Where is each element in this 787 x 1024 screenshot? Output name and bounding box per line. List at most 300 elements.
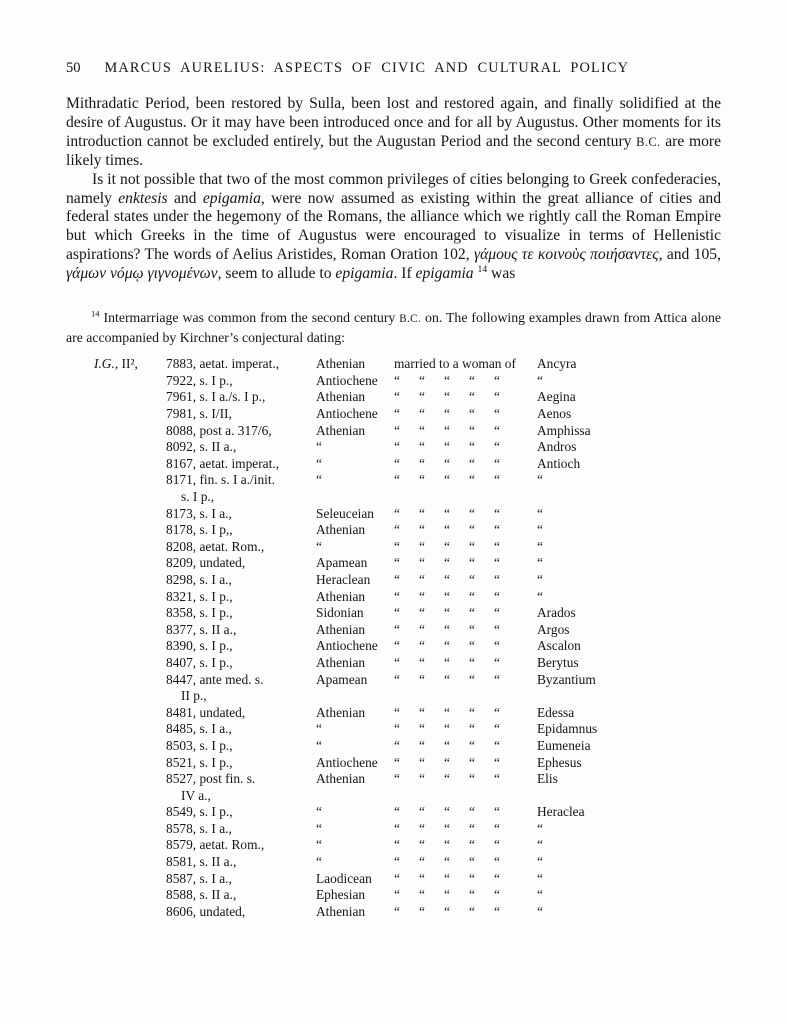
- ditto-mark: “: [469, 737, 475, 753]
- ditto-mark: “: [394, 538, 400, 554]
- text-segment: Mithradatic Period, been restored by Sulla, been lost and restored again, and finally solidified at the desire of Augustus. Or it may have been introduced once and for all by Augustus. Other moments for its introduction cannot be excluded entirely, but the Augustan Period and the second century: [66, 95, 721, 150]
- wife-city: “: [537, 837, 543, 853]
- ditto-mark: “: [394, 406, 400, 422]
- ditto-mark: “: [469, 571, 475, 587]
- ditto-mark: “: [419, 837, 425, 853]
- ditto-mark: “: [469, 555, 475, 571]
- ditto-mark: “: [444, 854, 450, 870]
- table-row: [94, 655, 721, 672]
- ditto-mark: “: [469, 621, 475, 637]
- inscription-ref: 7961, s. I a./s. I p.,: [166, 389, 266, 405]
- ditto-mark: “: [394, 389, 400, 405]
- husband-ethnic: Athenian: [316, 588, 366, 604]
- footnote-marker: 14: [91, 308, 100, 319]
- ditto-mark: “: [444, 771, 450, 787]
- ditto-mark: “: [469, 372, 475, 388]
- text-segment: on. The following examples drawn from Attica alone are accompanied by Kirchner’s conjectural dating:: [66, 310, 721, 345]
- ditto-mark: “: [394, 854, 400, 870]
- ditto-mark: “: [494, 605, 500, 621]
- table-row: [94, 672, 721, 705]
- husband-ethnic: Ephesian: [316, 887, 366, 903]
- ditto-mark: “: [469, 804, 475, 820]
- inscription-ref: 8579, aetat. Rom.,: [166, 837, 265, 853]
- ditto-mark: “: [494, 571, 500, 587]
- inscription-ref: 8377, s. II a.,: [166, 621, 237, 637]
- table-row: [94, 389, 721, 406]
- ditto-mark: “: [419, 406, 425, 422]
- ditto-mark: “: [469, 903, 475, 919]
- husband-ethnic: Athenian: [316, 704, 366, 720]
- wife-city: “: [537, 588, 543, 604]
- ditto-mark: “: [494, 389, 500, 405]
- ditto-mark: “: [494, 588, 500, 604]
- ditto-mark: “: [419, 439, 425, 455]
- wife-city: Antioch: [537, 455, 581, 471]
- ditto-mark: “: [494, 754, 500, 770]
- wife-city: “: [537, 870, 543, 886]
- ditto-mark: “: [394, 754, 400, 770]
- husband-ethnic: Athenian: [316, 422, 366, 438]
- ditto-mark: “: [469, 887, 475, 903]
- ditto-mark: “: [419, 854, 425, 870]
- text-segment: , and 105,: [658, 246, 721, 264]
- text-segment: . If: [393, 265, 416, 283]
- inscription-ref: 8549, s. I p.,: [166, 804, 233, 820]
- husband-ethnic: “: [316, 837, 322, 853]
- ditto-mark: “: [494, 406, 500, 422]
- ditto-mark: “: [494, 522, 500, 538]
- ditto-mark: “: [444, 654, 450, 670]
- ditto-mark: “: [494, 455, 500, 471]
- running-title: MARCUS AURELIUS: ASPECTS OF CIVIC AND CULTURAL POLICY: [104, 60, 630, 76]
- table-row: [94, 871, 721, 888]
- ditto-mark: “: [444, 455, 450, 471]
- table-row: [94, 456, 721, 473]
- ditto-mark: “: [469, 538, 475, 554]
- inscription-ref: 8321, s. I p.,: [166, 588, 233, 604]
- table-row: [94, 804, 721, 821]
- ditto-mark: “: [394, 455, 400, 471]
- ditto-mark: “: [494, 372, 500, 388]
- inscription-ref: 8521, s. I p.,: [166, 754, 233, 770]
- text-segment: B.C.: [399, 313, 422, 326]
- text-segment: enktesis: [118, 189, 168, 207]
- inscription-ref: 8588, s. II a.,: [166, 887, 237, 903]
- husband-ethnic: “: [316, 854, 322, 870]
- husband-ethnic: Athenian: [316, 356, 366, 372]
- text-segment: , seem to allude to: [217, 265, 336, 283]
- inscription-ref: 7922, s. I p.,: [166, 372, 233, 388]
- ditto-mark: “: [444, 422, 450, 438]
- text-segment: epigamia: [335, 265, 394, 283]
- ditto-mark: “: [419, 804, 425, 820]
- ditto-mark: “: [394, 887, 400, 903]
- wife-city: Byzantium: [537, 671, 596, 687]
- husband-ethnic: “: [316, 820, 322, 836]
- ditto-mark: “: [494, 737, 500, 753]
- table-row: [94, 738, 721, 755]
- text-segment: B.C.: [636, 134, 661, 149]
- ditto-mark: “: [419, 522, 425, 538]
- paragraph-1: [66, 95, 721, 171]
- ditto-mark: “: [494, 804, 500, 820]
- ditto-mark: “: [494, 654, 500, 670]
- text-segment: , were now assumed as existing within the great alliance of cities and federal states under the hegemony of the Romans, the alliance which we rightly call the Roman Empire but which Greeks in the time of Augustus were encouraged to visualize in terms of Hellenistic aspirations? The words of Aelius Aristides, Roman Oration 102,: [66, 189, 722, 264]
- wife-city: Ephesus: [537, 754, 582, 770]
- wife-city: “: [537, 903, 543, 919]
- inscription-ref-continuation: s. I p.,: [181, 489, 215, 504]
- ditto-mark: “: [444, 754, 450, 770]
- table-row: [94, 705, 721, 722]
- inscription-ref: 8390, s. I p.,: [166, 638, 233, 654]
- ditto-mark: “: [444, 903, 450, 919]
- ditto-mark: “: [419, 638, 425, 654]
- ditto-mark: “: [494, 555, 500, 571]
- ditto-mark: “: [394, 522, 400, 538]
- inscription-ref: 8447, ante med. s. II p.,: [94, 672, 316, 705]
- ditto-mark: “: [419, 505, 425, 521]
- text-segment: γάμων νόμῳ γιγνομένων: [66, 265, 218, 283]
- inscription-ref: 7981, s. I/II,: [166, 406, 232, 422]
- ditto-mark: “: [469, 389, 475, 405]
- wife-city: “: [537, 820, 543, 836]
- inscription-ref: I.G., II², 7883, aetat. imperat.,: [94, 356, 280, 372]
- ditto-mark: “: [394, 638, 400, 654]
- wife-city: Aegina: [537, 389, 576, 405]
- inscription-ref: 8178, s. I p,,: [166, 522, 233, 538]
- table-row: [94, 423, 721, 440]
- ditto-mark: “: [419, 903, 425, 919]
- ditto-mark: “: [444, 638, 450, 654]
- wife-city: Epidamnus: [537, 721, 598, 737]
- ditto-mark: “: [419, 555, 425, 571]
- ditto-mark: “: [444, 439, 450, 455]
- ditto-mark: “: [494, 903, 500, 919]
- footnote-marker: 14: [477, 263, 488, 275]
- table-row: [94, 755, 721, 772]
- ditto-mark: “: [469, 472, 475, 488]
- footnote-intro: [66, 309, 721, 347]
- ditto-mark: “: [444, 372, 450, 388]
- ditto-mark: “: [394, 422, 400, 438]
- wife-city: Ascalon: [537, 638, 581, 654]
- wife-city: Ancyra: [537, 356, 577, 372]
- ditto-mark: “: [494, 538, 500, 554]
- text-segment: γάμους τε κοινοὺς ποιήσαντες: [473, 246, 659, 264]
- ig-abbreviation: I.G.: [94, 356, 115, 372]
- ditto-mark: “: [469, 638, 475, 654]
- inscription-ref: 8527, post fin. s. IV a.,: [94, 771, 316, 804]
- table-row: [94, 721, 721, 738]
- text-segment: Intermarriage was common from the second century: [99, 310, 400, 326]
- inscription-ref: 8581, s. II a.,: [166, 854, 237, 870]
- husband-ethnic: “: [316, 455, 322, 471]
- husband-ethnic: “: [316, 721, 322, 737]
- ditto-mark: “: [444, 588, 450, 604]
- husband-ethnic: Laodicean: [316, 870, 372, 886]
- table-row: [94, 638, 721, 655]
- wife-city: Heraclea: [537, 804, 585, 820]
- ditto-mark: “: [494, 820, 500, 836]
- paragraph-2: [66, 171, 721, 284]
- husband-ethnic: Athenian: [316, 654, 366, 670]
- ditto-mark: “: [494, 870, 500, 886]
- wife-city: “: [537, 555, 543, 571]
- ditto-mark: “: [494, 638, 500, 654]
- table-row: [94, 771, 721, 804]
- husband-ethnic: Athenian: [316, 903, 366, 919]
- ditto-mark: “: [419, 654, 425, 670]
- husband-ethnic: Heraclean: [316, 571, 371, 587]
- ditto-mark: “: [469, 406, 475, 422]
- ditto-mark: “: [494, 472, 500, 488]
- ditto-mark: “: [394, 571, 400, 587]
- husband-ethnic: Antiochene: [316, 406, 378, 422]
- table-row: [94, 589, 721, 606]
- ditto-mark: “: [444, 870, 450, 886]
- body-text: [66, 95, 721, 284]
- ditto-mark: “: [394, 372, 400, 388]
- husband-ethnic: Athenian: [316, 771, 366, 787]
- ditto-mark: “: [494, 439, 500, 455]
- ditto-mark: “: [419, 671, 425, 687]
- ditto-mark: “: [394, 771, 400, 787]
- ditto-mark: “: [394, 555, 400, 571]
- table-row: [94, 605, 721, 622]
- inscription-ref: 8088, post a. 317/6,: [166, 422, 272, 438]
- text-segment: epigamia: [202, 189, 261, 207]
- ditto-mark: “: [419, 571, 425, 587]
- ditto-mark: “: [419, 372, 425, 388]
- text-segment: Is it not possible that two of the most common privileges of cities belonging to Greek confederacies, namely: [66, 170, 721, 207]
- ditto-mark: “: [419, 737, 425, 753]
- ditto-mark: “: [469, 522, 475, 538]
- ditto-mark: “: [419, 621, 425, 637]
- text-segment: are more likely times.: [66, 132, 721, 169]
- inscription-ref: 8485, s. I a.,: [166, 721, 232, 737]
- inscription-ref: 8578, s. I a.,: [166, 820, 232, 836]
- wife-city: Arados: [537, 605, 576, 621]
- inscription-ref-continuation: II p.,: [181, 688, 207, 704]
- table-row: [94, 821, 721, 838]
- ditto-mark: “: [394, 903, 400, 919]
- ditto-mark: “: [394, 588, 400, 604]
- ditto-mark: “: [419, 820, 425, 836]
- ditto-mark: “: [394, 439, 400, 455]
- ig-inscription-table: [94, 356, 721, 920]
- ditto-mark: “: [469, 605, 475, 621]
- husband-ethnic: Seleuceian: [316, 505, 374, 521]
- table-row: [94, 406, 721, 423]
- ditto-mark: “: [444, 737, 450, 753]
- husband-ethnic: Athenian: [316, 389, 366, 405]
- husband-ethnic: Antiochene: [316, 638, 378, 654]
- ditto-mark: “: [444, 820, 450, 836]
- ditto-mark: “: [494, 704, 500, 720]
- ditto-mark: “: [419, 887, 425, 903]
- ditto-mark: “: [494, 887, 500, 903]
- wife-city: Argos: [537, 621, 570, 637]
- ditto-mark: “: [444, 721, 450, 737]
- ditto-mark: “: [444, 555, 450, 571]
- ditto-mark: “: [419, 538, 425, 554]
- ditto-mark: “: [469, 505, 475, 521]
- text-segment: and: [167, 189, 203, 207]
- inscription-ref: 8358, s. I p.,: [166, 605, 233, 621]
- ditto-mark: “: [444, 522, 450, 538]
- married-phrase: married to a woman of: [394, 356, 516, 372]
- inscription-ref-continuation: IV a.,: [181, 787, 211, 803]
- ditto-mark: “: [469, 704, 475, 720]
- wife-city: “: [537, 472, 543, 488]
- ditto-mark: “: [494, 771, 500, 787]
- ditto-mark: “: [419, 704, 425, 720]
- ditto-mark: “: [394, 605, 400, 621]
- ditto-mark: “: [419, 588, 425, 604]
- ditto-mark: “: [394, 837, 400, 853]
- wife-city: “: [537, 887, 543, 903]
- inscription-ref: 8481, undated,: [166, 704, 246, 720]
- ditto-mark: “: [444, 671, 450, 687]
- ditto-mark: “: [469, 820, 475, 836]
- ditto-mark: “: [444, 605, 450, 621]
- ditto-mark: “: [469, 671, 475, 687]
- ditto-mark: “: [394, 820, 400, 836]
- ditto-mark: “: [444, 804, 450, 820]
- ditto-mark: “: [444, 538, 450, 554]
- ditto-mark: “: [394, 704, 400, 720]
- text-segment: was: [487, 265, 516, 283]
- ditto-mark: “: [394, 505, 400, 521]
- ditto-mark: “: [419, 455, 425, 471]
- husband-ethnic: Sidonian: [316, 605, 364, 621]
- husband-ethnic: Apamean: [316, 671, 368, 687]
- wife-city: “: [537, 505, 543, 521]
- table-row: [94, 472, 721, 505]
- ditto-mark: “: [394, 472, 400, 488]
- ditto-mark: “: [469, 654, 475, 670]
- inscription-ref: 8171, fin. s. I a./init. s. I p.,: [94, 472, 316, 505]
- husband-ethnic: “: [316, 439, 322, 455]
- ditto-mark: “: [394, 804, 400, 820]
- wife-city: “: [537, 372, 543, 388]
- ditto-mark: “: [394, 654, 400, 670]
- husband-ethnic: Apamean: [316, 555, 368, 571]
- inscription-ref: 8208, aetat. Rom.,: [166, 538, 265, 554]
- ditto-mark: “: [444, 472, 450, 488]
- inscription-ref: 8298, s. I a.,: [166, 571, 232, 587]
- ditto-mark: “: [419, 771, 425, 787]
- ditto-mark: “: [469, 870, 475, 886]
- ditto-mark: “: [469, 439, 475, 455]
- ditto-mark: “: [444, 389, 450, 405]
- husband-ethnic: “: [316, 804, 322, 820]
- wife-city: “: [537, 854, 543, 870]
- husband-ethnic: “: [316, 538, 322, 554]
- table-row: [94, 439, 721, 456]
- ditto-mark: “: [419, 472, 425, 488]
- ig-citation-prefix: I.G., II²,: [94, 356, 138, 372]
- table-row: [94, 854, 721, 871]
- ditto-mark: “: [444, 621, 450, 637]
- table-row: [94, 506, 721, 523]
- ditto-mark: “: [494, 621, 500, 637]
- table-row: [94, 904, 721, 921]
- ditto-mark: “: [469, 588, 475, 604]
- ditto-mark: “: [444, 505, 450, 521]
- husband-ethnic: Athenian: [316, 522, 366, 538]
- table-row: [94, 572, 721, 589]
- footnote-14: [66, 309, 721, 920]
- table-row: [94, 522, 721, 539]
- husband-ethnic: “: [316, 472, 322, 488]
- wife-city: Andros: [537, 439, 577, 455]
- ditto-mark: “: [394, 721, 400, 737]
- husband-ethnic: “: [316, 737, 322, 753]
- ditto-mark: “: [394, 621, 400, 637]
- wife-city: Eumeneia: [537, 737, 591, 753]
- wife-city: Amphissa: [537, 422, 591, 438]
- ditto-mark: “: [419, 605, 425, 621]
- ditto-mark: “: [469, 837, 475, 853]
- wife-city: “: [537, 522, 543, 538]
- inscription-ref: 8173, s. I a.,: [166, 505, 232, 521]
- ditto-mark: “: [444, 837, 450, 853]
- wife-city: Berytus: [537, 654, 579, 670]
- inscription-ref: 8167, aetat. imperat.,: [166, 455, 280, 471]
- ditto-mark: “: [494, 721, 500, 737]
- wife-city: Aenos: [537, 406, 572, 422]
- wife-city: Edessa: [537, 704, 575, 720]
- husband-ethnic: Antiochene: [316, 372, 378, 388]
- ditto-mark: “: [394, 870, 400, 886]
- inscription-ref: 8407, s. I p.,: [166, 654, 233, 670]
- inscription-ref: 8503, s. I p.,: [166, 737, 233, 753]
- ditto-mark: “: [444, 571, 450, 587]
- husband-ethnic: Antiochene: [316, 754, 378, 770]
- ditto-mark: “: [419, 870, 425, 886]
- ditto-mark: “: [444, 406, 450, 422]
- table-row: [94, 622, 721, 639]
- wife-city: “: [537, 571, 543, 587]
- wife-city: “: [537, 538, 543, 554]
- table-row: [94, 539, 721, 556]
- inscription-ref: 8092, s. II a.,: [166, 439, 237, 455]
- table-row: [94, 555, 721, 572]
- table-row: [94, 373, 721, 390]
- ditto-mark: “: [444, 887, 450, 903]
- wife-city: Elis: [537, 771, 558, 787]
- ditto-mark: “: [494, 671, 500, 687]
- ditto-mark: “: [394, 737, 400, 753]
- ditto-mark: “: [494, 837, 500, 853]
- husband-ethnic: Athenian: [316, 621, 366, 637]
- ditto-mark: “: [419, 389, 425, 405]
- page-header: [66, 60, 721, 77]
- ditto-mark: “: [494, 505, 500, 521]
- ditto-mark: “: [469, 771, 475, 787]
- ditto-mark: “: [469, 455, 475, 471]
- table-row: [94, 887, 721, 904]
- ditto-mark: “: [469, 422, 475, 438]
- ditto-mark: “: [469, 854, 475, 870]
- ditto-mark: “: [444, 704, 450, 720]
- inscription-ref: 8587, s. I a.,: [166, 870, 232, 886]
- ditto-mark: “: [494, 422, 500, 438]
- ditto-mark: “: [494, 854, 500, 870]
- ditto-mark: “: [419, 422, 425, 438]
- table-row: [94, 837, 721, 854]
